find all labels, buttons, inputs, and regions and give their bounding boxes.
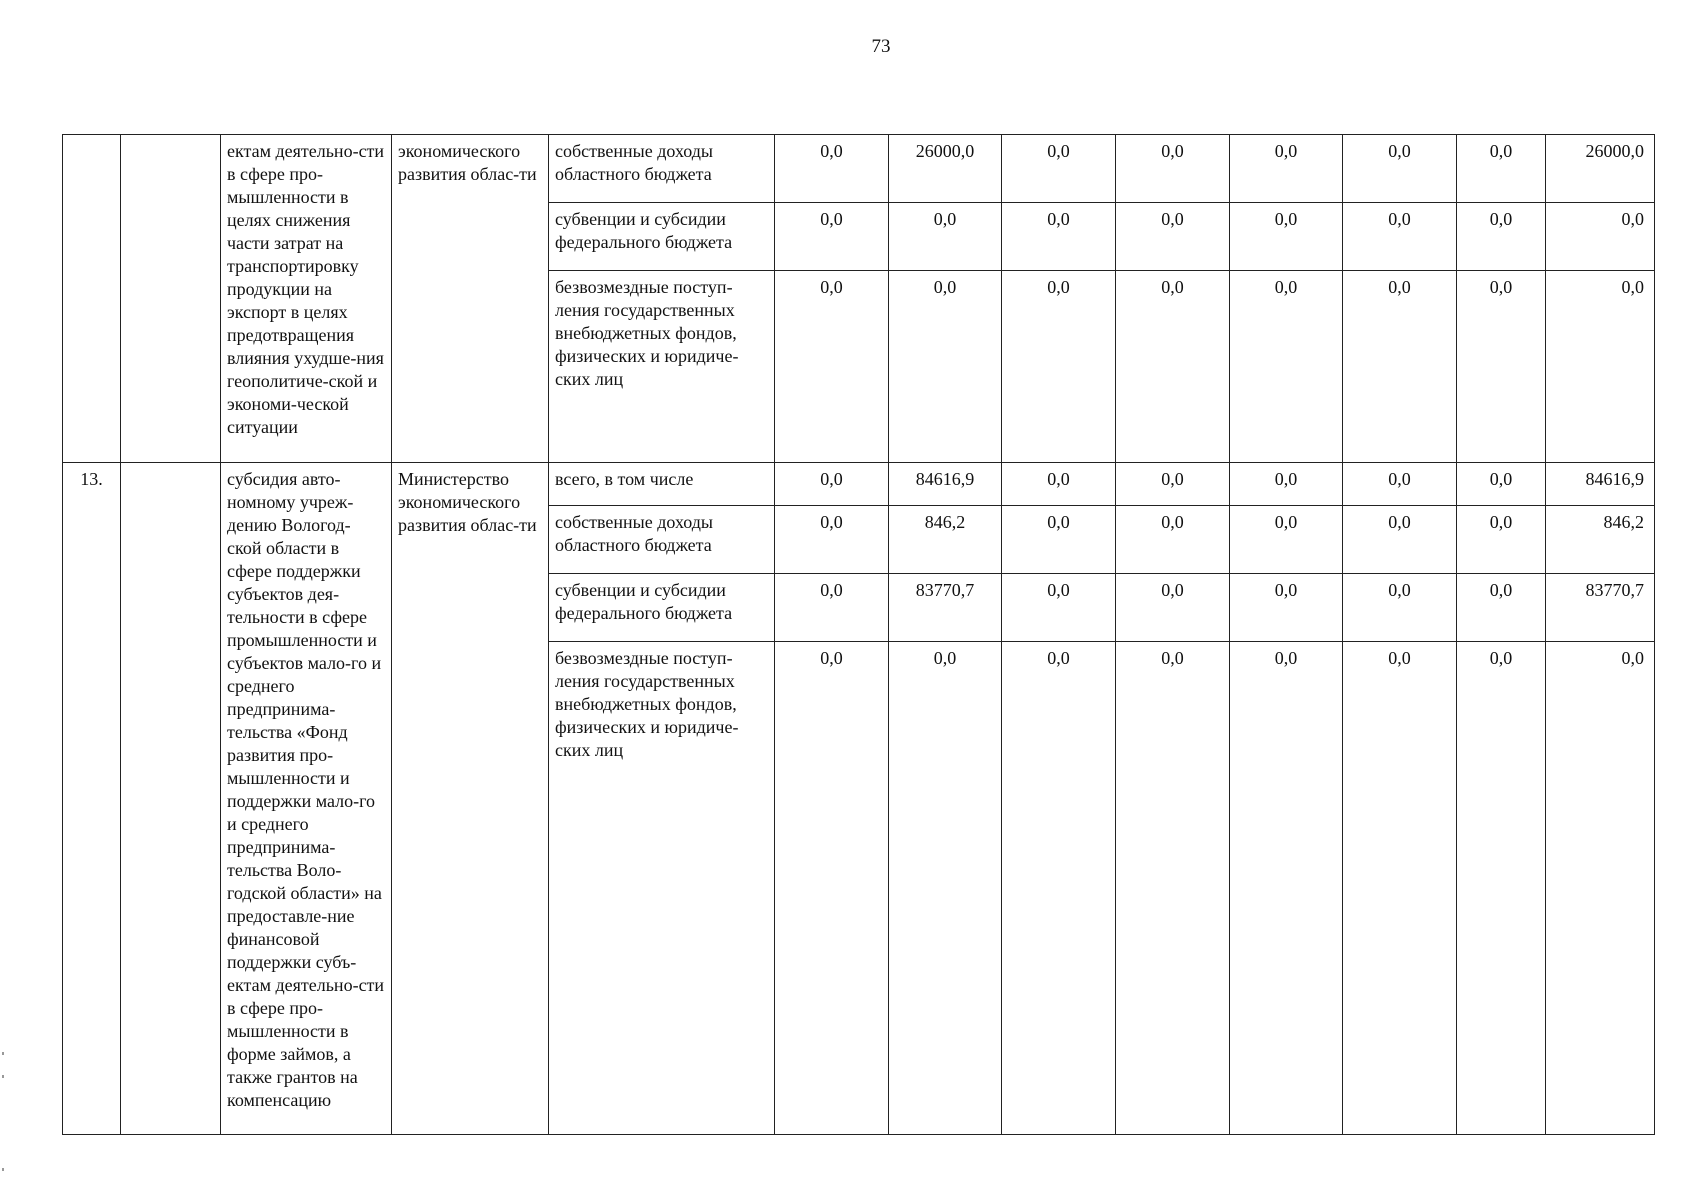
value-cell: 0,0 bbox=[1002, 642, 1116, 1135]
scan-edge-mark bbox=[2, 1168, 4, 1171]
value-cell: 0,0 bbox=[1002, 203, 1116, 271]
total-cell: 83770,7 bbox=[1546, 574, 1655, 642]
total-cell: 84616,9 bbox=[1546, 463, 1655, 506]
value-cell: 0,0 bbox=[889, 271, 1002, 463]
funding-source-cell: субвенции и субсидии федерального бюджета bbox=[549, 203, 775, 271]
value-cell: 0,0 bbox=[1457, 203, 1546, 271]
value-cell: 0,0 bbox=[1002, 135, 1116, 203]
value-cell: 84616,9 bbox=[889, 463, 1002, 506]
value-cell: 0,0 bbox=[1343, 574, 1457, 642]
value-cell: 0,0 bbox=[1343, 271, 1457, 463]
value-cell: 0,0 bbox=[1230, 135, 1343, 203]
row-number-cell: 13. bbox=[63, 463, 121, 1135]
value-cell: 0,0 bbox=[775, 203, 889, 271]
value-cell: 0,0 bbox=[1230, 506, 1343, 574]
value-cell: 0,0 bbox=[889, 642, 1002, 1135]
total-cell: 26000,0 bbox=[1546, 135, 1655, 203]
value-cell: 0,0 bbox=[1343, 506, 1457, 574]
funding-source-cell: субвенции и субсидии федерального бюджета bbox=[549, 574, 775, 642]
value-cell: 0,0 bbox=[1343, 642, 1457, 1135]
funding-source-cell: всего, в том числе bbox=[549, 463, 775, 506]
value-cell: 0,0 bbox=[1002, 506, 1116, 574]
value-cell: 0,0 bbox=[1116, 135, 1230, 203]
value-cell: 0,0 bbox=[775, 463, 889, 506]
value-cell: 0,0 bbox=[1343, 203, 1457, 271]
executor-cell: экономического развития облас-ти bbox=[392, 135, 549, 463]
budget-table bbox=[62, 134, 1655, 1135]
row-number-cell bbox=[63, 135, 121, 463]
value-cell: 0,0 bbox=[1002, 271, 1116, 463]
value-cell: 0,0 bbox=[1230, 574, 1343, 642]
value-cell: 0,0 bbox=[775, 506, 889, 574]
value-cell: 0,0 bbox=[1457, 574, 1546, 642]
value-cell: 0,0 bbox=[775, 135, 889, 203]
value-cell: 83770,7 bbox=[889, 574, 1002, 642]
funding-source-cell: собственные доходы областного бюджета bbox=[549, 506, 775, 574]
value-cell: 0,0 bbox=[1457, 271, 1546, 463]
value-cell: 846,2 bbox=[889, 506, 1002, 574]
value-cell: 0,0 bbox=[889, 203, 1002, 271]
funding-source-cell: безвозмездные поступ-ления государственных внебюджетных фондов, физических и юридиче-ских лиц bbox=[549, 271, 775, 463]
value-cell: 0,0 bbox=[1343, 135, 1457, 203]
value-cell: 0,0 bbox=[1457, 135, 1546, 203]
value-cell: 0,0 bbox=[1457, 506, 1546, 574]
table-row bbox=[63, 135, 1655, 203]
value-cell: 0,0 bbox=[1116, 203, 1230, 271]
funding-source-cell: собственные доходы областного бюджета bbox=[549, 135, 775, 203]
value-cell: 0,0 bbox=[775, 271, 889, 463]
value-cell: 0,0 bbox=[775, 642, 889, 1135]
scan-edge-mark bbox=[2, 1052, 4, 1055]
total-cell: 0,0 bbox=[1546, 203, 1655, 271]
value-cell: 0,0 bbox=[1116, 574, 1230, 642]
code-cell bbox=[121, 463, 221, 1135]
description-cell: субсидия авто-номному учреж-дению Вологод-ской области в сфере поддержки субъектов дея-тельности в сфере промышленности и субъектов мало-го и среднего предпринима-тельства «Фонд развития про-мышленности и поддержки мало-го и среднего предпринима-тельства Воло-годской области» на предоставле-ние финансовой поддержки субъ-ектам деятельно-сти в сфере про-мышленности в форме займов, а также грантов на компенсацию bbox=[221, 463, 392, 1135]
value-cell: 0,0 bbox=[1116, 463, 1230, 506]
scan-edge-mark bbox=[2, 1075, 4, 1078]
value-cell: 0,0 bbox=[775, 574, 889, 642]
value-cell: 0,0 bbox=[1230, 642, 1343, 1135]
total-cell: 0,0 bbox=[1546, 642, 1655, 1135]
value-cell: 0,0 bbox=[1002, 574, 1116, 642]
value-cell: 0,0 bbox=[1116, 642, 1230, 1135]
code-cell bbox=[121, 135, 221, 463]
value-cell: 0,0 bbox=[1116, 271, 1230, 463]
value-cell: 0,0 bbox=[1116, 506, 1230, 574]
page-number: 73 bbox=[871, 36, 891, 57]
value-cell: 0,0 bbox=[1230, 203, 1343, 271]
value-cell: 0,0 bbox=[1002, 463, 1116, 506]
value-cell: 0,0 bbox=[1230, 463, 1343, 506]
value-cell: 0,0 bbox=[1230, 271, 1343, 463]
value-cell: 0,0 bbox=[1343, 463, 1457, 506]
description-cell: ектам деятельно-сти в сфере про-мышленности в целях снижения части затрат на транспортировку продукции на экспорт в целях предотвращения влияния ухудше-ния геополитиче-ской и экономи-ческой ситуации bbox=[221, 135, 392, 463]
funding-source-cell: безвозмездные поступ-ления государственных внебюджетных фондов, физических и юридиче-ских лиц bbox=[549, 642, 775, 1135]
value-cell: 26000,0 bbox=[889, 135, 1002, 203]
executor-cell: Министерство экономического развития облас-ти bbox=[392, 463, 549, 1135]
total-cell: 846,2 bbox=[1546, 506, 1655, 574]
total-cell: 0,0 bbox=[1546, 271, 1655, 463]
value-cell: 0,0 bbox=[1457, 463, 1546, 506]
value-cell: 0,0 bbox=[1457, 642, 1546, 1135]
table-row bbox=[63, 463, 1655, 506]
